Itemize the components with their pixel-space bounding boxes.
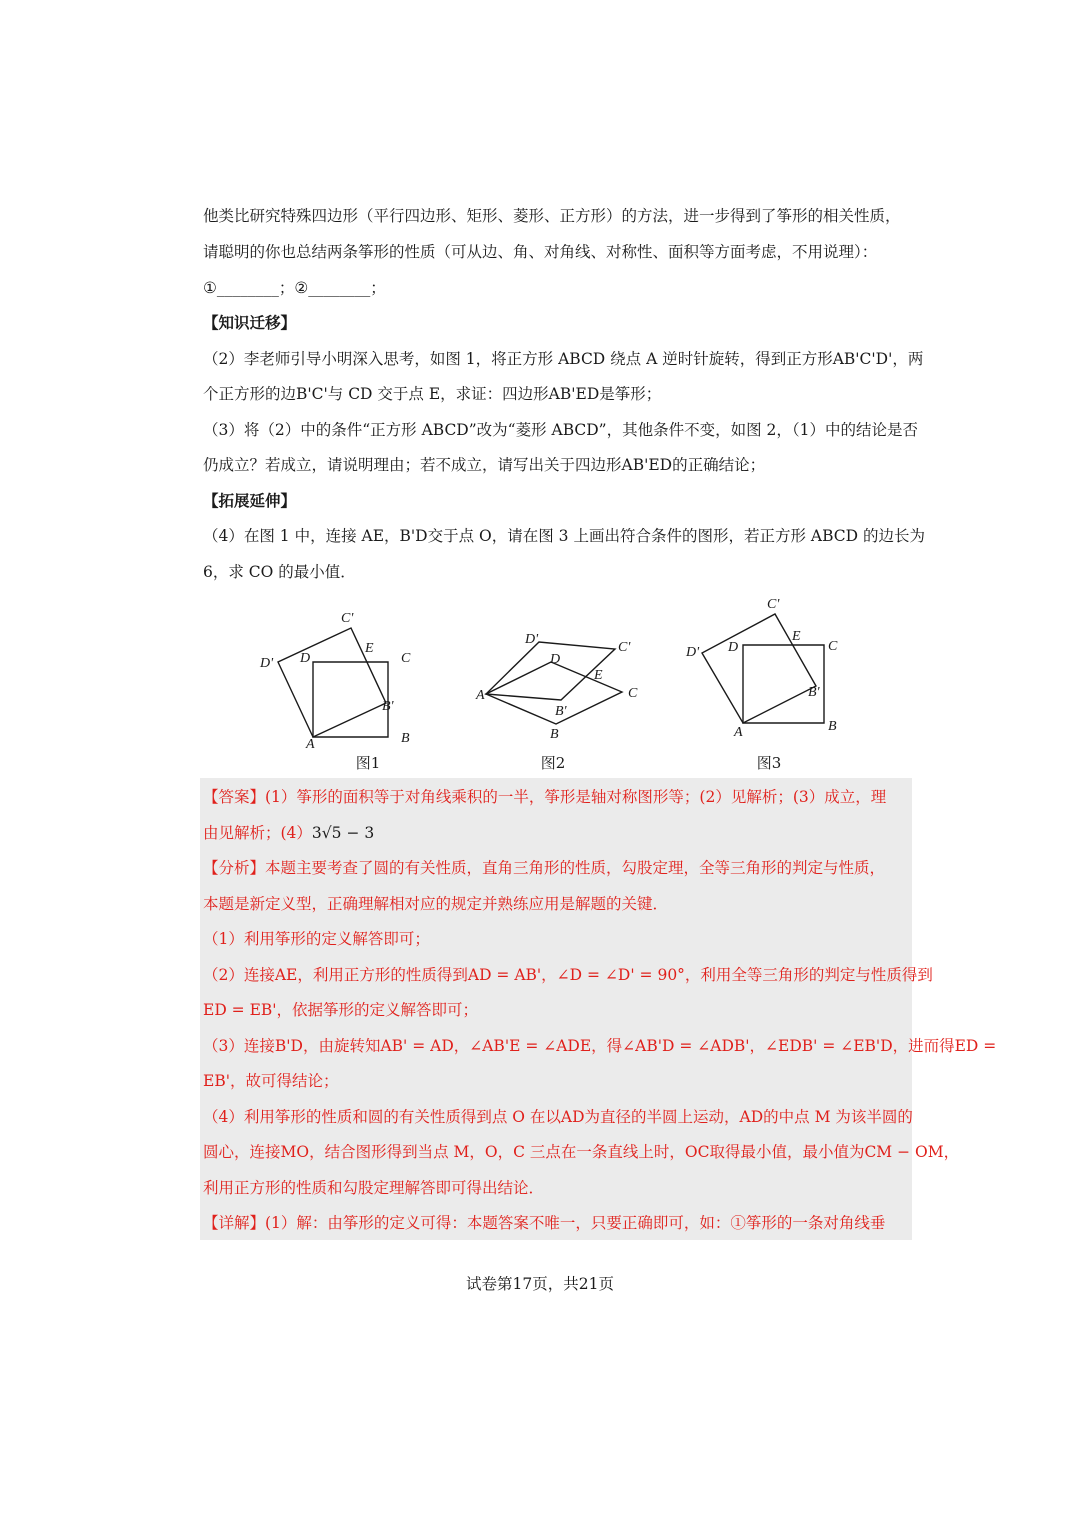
fig2-label-C1: C' <box>618 640 631 655</box>
fig3-label-C1: C' <box>767 597 780 612</box>
question-2-line: 个正方形的边B'C'与 CD 交于点 E，求证：四边形AB'ED是筝形； <box>203 385 662 403</box>
fig3-label-B1: B' <box>808 685 820 700</box>
fig2-label-D: D <box>550 652 561 667</box>
fig2-label-B: B <box>550 727 559 742</box>
fig1-label-B1: B' <box>382 699 394 714</box>
analysis-step-1: （1）利用筝形的定义解答即可； <box>203 930 430 948</box>
page-footer: 试卷第17页，共21页 <box>466 1275 614 1293</box>
fig1-label-D: D <box>300 651 311 666</box>
analysis-step-2: （2）连接AE，利用正方形的性质得到AD = AB'，∠D = ∠D' = 90°，利用全等三角形的判定与性质得到 <box>203 966 933 984</box>
figure-2 <box>470 622 650 751</box>
detail-line: 【详解】(1）解：由筝形的定义可得：本题答案不唯一，只要正确即可，如：①筝形的一条对角线垂 <box>203 1214 886 1232</box>
figure-1-caption: 图1 <box>355 754 381 772</box>
answer-line: 【答案】(1）筝形的面积等于对角线乘积的一半，筝形是轴对称图形等；(2）见解析；(3）成立，理 <box>203 788 887 806</box>
figure-2-caption: 图2 <box>540 754 566 772</box>
question-4-line: 6，求 CO 的最小值． <box>203 563 356 581</box>
analysis-step-3: EB'，故可得结论； <box>203 1072 339 1090</box>
fig3-label-E: E <box>792 629 801 644</box>
analysis-step-2: ED = EB'，依据筝形的定义解答即可； <box>203 1001 479 1019</box>
analysis-line: 【分析】本题主要考查了圆的有关性质，直角三角形的性质，勾股定理，全等三角形的判定与性质， <box>203 859 886 877</box>
analysis-line: 本题是新定义型，正确理解相对应的规定并熟练应用是解题的关键． <box>203 895 669 913</box>
fig1-label-D1: D' <box>260 656 274 671</box>
question-3-line: 仍成立？若成立，请说明理由；若不成立，请写出关于四边形AB'ED的正确结论； <box>203 456 766 474</box>
fig2-label-E: E <box>594 668 603 683</box>
figure-1 <box>250 600 430 754</box>
problem-text-line: 他类比研究特殊四边形（平行四边形、矩形、菱形、正方形）的方法，进一步得到了筝形的相关性质， <box>203 207 901 225</box>
fig2-label-B1: B' <box>555 704 567 719</box>
fig1-label-C1: C' <box>341 611 354 626</box>
question-3-line: （3）将（2）中的条件“正方形 ABCD”改为“菱形 ABCD”，其他条件不变，如图 2，（1）中的结论是否 <box>203 421 918 439</box>
analysis-step-4: 圆心，连接MO，结合图形得到当点 M，O，C 三点在一条直线上时，OC取得最小值，最小值为CM − OM， <box>203 1143 960 1161</box>
fig1-label-A: A <box>306 737 315 750</box>
figure-3-caption: 图3 <box>756 754 782 772</box>
problem-text-line: 请聪明的你也总结两条筝形的性质（可从边、角、对角线、对称性、面积等方面考虑，不用说理）： <box>203 243 878 261</box>
answer-line: 由见解析；(4）3√5 − 3 <box>203 824 375 842</box>
analysis-step-4: 利用正方形的性质和勾股定理解答即可得出结论． <box>203 1179 545 1197</box>
fig3-label-A: A <box>734 725 743 740</box>
section-heading-extend: 【拓展延伸】 <box>203 491 297 510</box>
fig3-label-D: D <box>728 640 739 655</box>
answer-formula: 3√5 − 3 <box>311 824 375 842</box>
fig1-label-C: C <box>401 651 411 666</box>
analysis-step-3: （3）连接B'D，由旋转知AB' = AD，∠AB'E = ∠ADE，得∠AB'D = ∠ADB'，∠EDB' = ∠EB'D，进而得ED = <box>203 1037 997 1055</box>
figure-3 <box>680 596 860 750</box>
answer-blanks: ①________；②________； <box>203 279 386 297</box>
fig3-label-B: B <box>828 719 837 734</box>
fig3-label-C: C <box>828 639 838 654</box>
question-2-line: （2）李老师引导小明深入思考，如图 1，将正方形 ABCD 绕点 A 逆时针旋转，得到正方形AB'C'D'，两 <box>203 350 924 368</box>
fig3-label-D1: D' <box>686 645 700 660</box>
analysis-step-4: （4）利用筝形的性质和圆的有关性质得到点 O 在以AD为直径的半圆上运动，AD的中点 M 为该半圆的 <box>203 1108 913 1126</box>
section-heading-transfer: 【知识迁移】 <box>203 313 297 332</box>
fig2-label-C: C <box>628 686 638 701</box>
fig2-label-D1: D' <box>525 632 539 647</box>
fig1-label-B: B <box>401 731 410 746</box>
question-4-line: （4）在图 1 中，连接 AE，B'D交于点 O，请在图 3 上画出符合条件的图形，若正方形 ABCD 的边长为 <box>203 527 925 545</box>
fig1-label-E: E <box>365 641 374 656</box>
fig2-label-A: A <box>476 688 485 703</box>
